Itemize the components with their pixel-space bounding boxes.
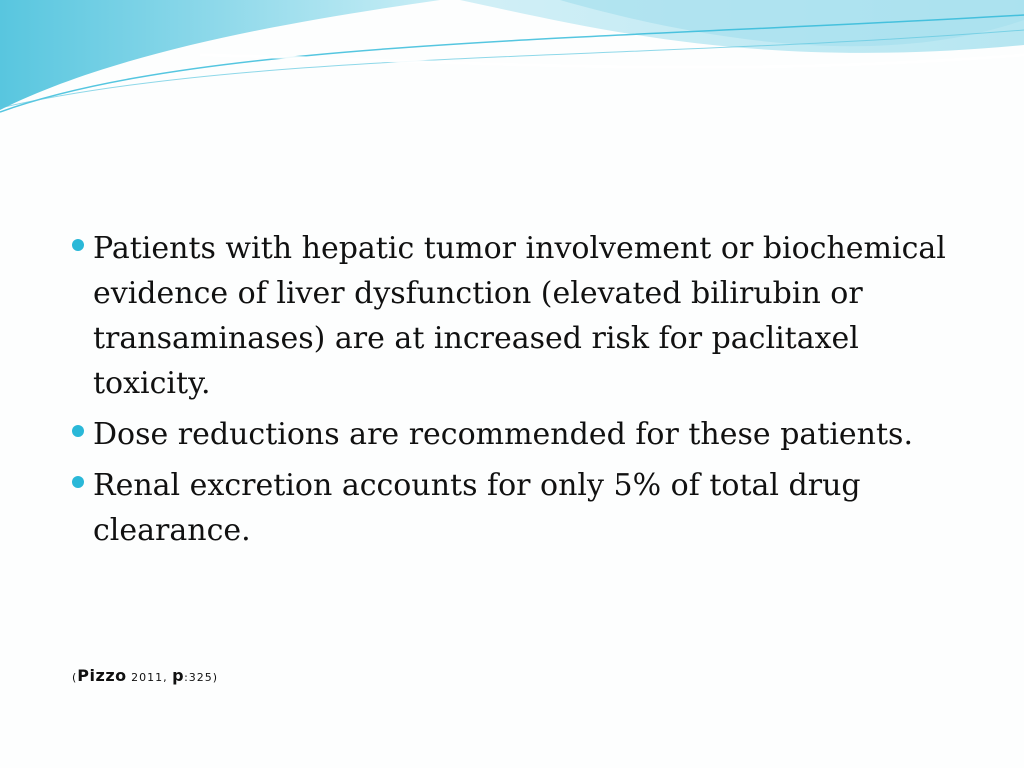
bullet-dot-icon xyxy=(72,476,84,488)
header-wave-decoration xyxy=(0,0,1024,120)
wave-line-3 xyxy=(200,55,1024,67)
citation-page-prefix: p xyxy=(172,666,185,685)
bullet-list xyxy=(68,226,968,559)
bullet-item xyxy=(68,412,968,457)
citation-year: 2011, xyxy=(126,671,173,684)
citation xyxy=(72,666,218,685)
bullet-text: Patients with hepatic tumor involvement or biochemical evidence of liver dysfunction (elevated bilirubin or transaminases) are at increased risk for paclitaxel toxicity. xyxy=(93,231,946,401)
bullet-dot-icon xyxy=(72,239,84,251)
bullet-item xyxy=(68,226,968,406)
bullet-text: Dose reductions are recommended for these patients. xyxy=(93,417,913,452)
bullet-text: Renal excretion accounts for only 5% of total drug clearance. xyxy=(93,468,861,548)
citation-author: Pizzo xyxy=(77,666,127,685)
bullet-item xyxy=(68,463,968,553)
bullet-dot-icon xyxy=(72,425,84,437)
citation-open: ( xyxy=(72,671,78,684)
citation-page: :325) xyxy=(184,671,219,684)
